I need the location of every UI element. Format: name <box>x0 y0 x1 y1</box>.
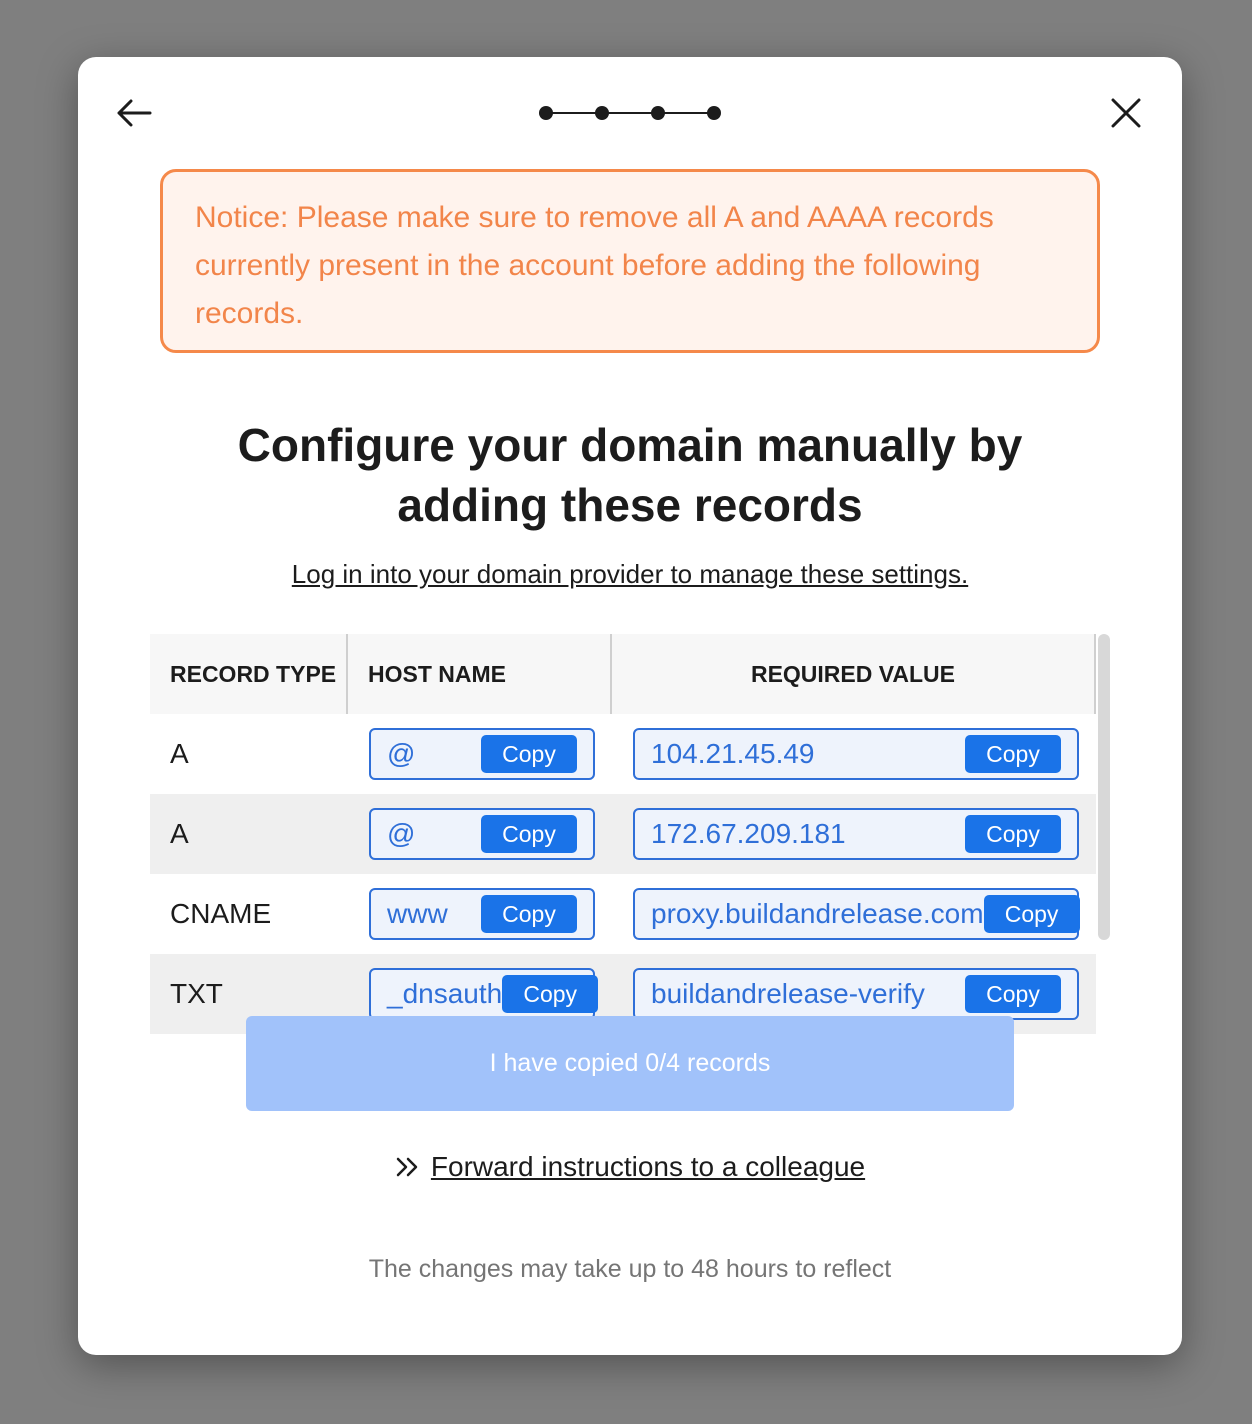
propagation-footnote: The changes may take up to 48 hours to reflect <box>368 1255 892 1283</box>
record-type-cell: A <box>170 738 189 769</box>
step-dot-2 <box>595 106 609 120</box>
record-type-cell: A <box>170 818 189 849</box>
copy-value-button[interactable]: Copy <box>965 815 1061 853</box>
close-button[interactable] <box>1106 93 1146 133</box>
copy-host-button[interactable]: Copy <box>481 815 577 853</box>
copy-host-button[interactable]: Copy <box>502 975 598 1013</box>
host-name-field[interactable] <box>369 728 595 780</box>
host-name-field[interactable] <box>369 888 595 940</box>
domain-provider-link[interactable]: Log in into your domain provider to manage these settings. <box>291 559 969 589</box>
required-value-field[interactable] <box>633 968 1079 1020</box>
copy-host-button[interactable]: Copy <box>481 735 577 773</box>
column-header-host-name: HOST NAME <box>348 634 612 714</box>
copy-value-button[interactable]: Copy <box>984 895 1080 933</box>
required-value-field[interactable] <box>633 728 1079 780</box>
table-scrollbar[interactable] <box>1098 634 1110 940</box>
column-header-required-value: REQUIRED VALUE <box>612 634 1096 714</box>
dns-setup-modal <box>78 57 1182 1355</box>
required-value-text: 172.67.209.181 <box>651 818 846 849</box>
forward-instructions-link[interactable] <box>78 1151 1182 1183</box>
back-button[interactable] <box>114 93 154 133</box>
required-value-field[interactable] <box>633 888 1079 940</box>
dns-records-table <box>150 634 1110 1009</box>
close-icon <box>1111 98 1141 128</box>
record-type-cell: CNAME <box>170 898 272 929</box>
table-row <box>150 714 1096 794</box>
required-value-text: buildandrelease-verify <box>651 978 925 1009</box>
host-name-value: @ <box>387 738 416 769</box>
confirm-copied-button[interactable]: I have copied 0/4 records <box>246 1016 1014 1111</box>
copy-value-button[interactable]: Copy <box>965 735 1061 773</box>
double-chevron-right-icon <box>395 1156 421 1178</box>
table-row <box>150 794 1096 874</box>
record-type-cell: TXT <box>170 978 223 1009</box>
required-value-field[interactable] <box>633 808 1079 860</box>
step-dot-4 <box>707 106 721 120</box>
host-name-value: @ <box>387 818 416 849</box>
copy-value-button[interactable]: Copy <box>965 975 1061 1013</box>
notice-banner <box>160 169 1100 353</box>
host-name-field[interactable] <box>369 808 595 860</box>
table-row <box>150 874 1096 954</box>
page-title: Configure your domain manually by adding these records <box>237 419 1023 531</box>
host-name-field[interactable] <box>369 968 595 1020</box>
copy-host-button[interactable]: Copy <box>481 895 577 933</box>
table-header <box>150 634 1096 714</box>
column-header-record-type: RECORD TYPE <box>150 634 348 714</box>
step-dot-1 <box>539 106 553 120</box>
notice-text: Notice: Please make sure to remove all A and AAAA records currently present in the account before adding the following records. <box>195 201 994 330</box>
forward-instructions-label: Forward instructions to a colleague <box>430 1151 866 1182</box>
arrow-left-icon <box>116 98 152 128</box>
step-dot-3 <box>651 106 665 120</box>
required-value-text: proxy.buildandrelease.com <box>651 898 984 929</box>
host-name-value: www <box>387 898 448 929</box>
progress-stepper <box>536 103 726 123</box>
required-value-text: 104.21.45.49 <box>651 738 815 769</box>
host-name-value: _dnsauth <box>387 978 503 1009</box>
